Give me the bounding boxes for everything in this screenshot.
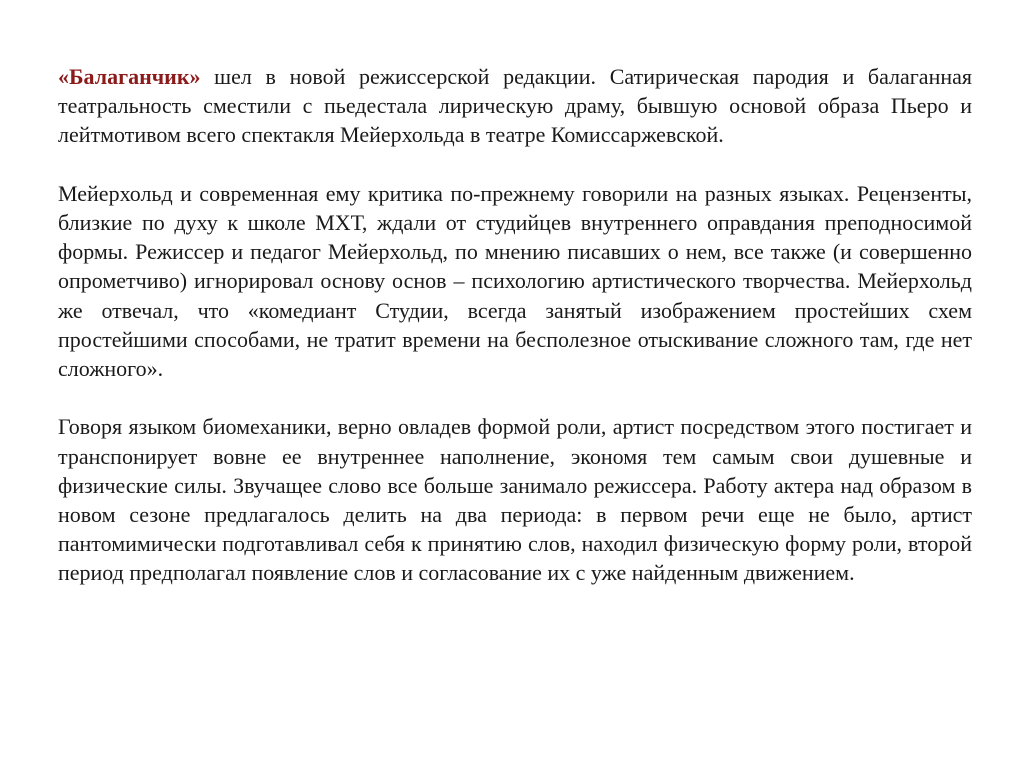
document-page	[58, 62, 972, 617]
paragraph-text: шел в новой режиссерской редакции. Сатирическая пародия и балаганная театральность сместили с пьедестала лирическую драму, бывшую основой образа Пьеро и лейтмотивом всего спектакля Мейерхольда в театре Комиссаржевской.	[58, 64, 972, 148]
paragraph-text: Говоря языком биомеханики, верно овладев формой роли, артист посредством этого постигает и транспонирует вовне ее внутреннее наполнение, экономя тем самым свои душевные и физические силы. Звучащее слово все больше занимало режиссера. Работу актера над образом в новом сезоне предлагалось делить на два периода: в первом речи еще не было, артист пантомимически подготавливал себя к принятию слов, находил физическую форму роли, второй период предполагал появление слов и согласование их с уже найденным движением.	[58, 414, 972, 586]
paragraph-biomechanics	[58, 412, 972, 587]
title-highlight: «Балаганчик»	[58, 64, 201, 89]
paragraph-text: Мейерхольд и современная ему критика по-прежнему говорили на разных языках. Рецензенты, близкие по духу к школе МХТ, ждали от студийцев внутреннего оправдания преподносимой формы. Режиссер и педагог Мейерхольд, по мнению писавших о нем, все также (и совершенно опрометчиво) игнорировал основу основ – психологию артистического творчества. Мейерхольд же отвечал, что «комедиант Студии, всегда занятый изображением простейших схем простейшими способами, не тратит времени на бесполезное отыскивание сложного там, где нет сложного».	[58, 180, 972, 382]
paragraph-balaganchik	[58, 62, 972, 150]
paragraph-meyerhold-critics	[58, 179, 972, 383]
